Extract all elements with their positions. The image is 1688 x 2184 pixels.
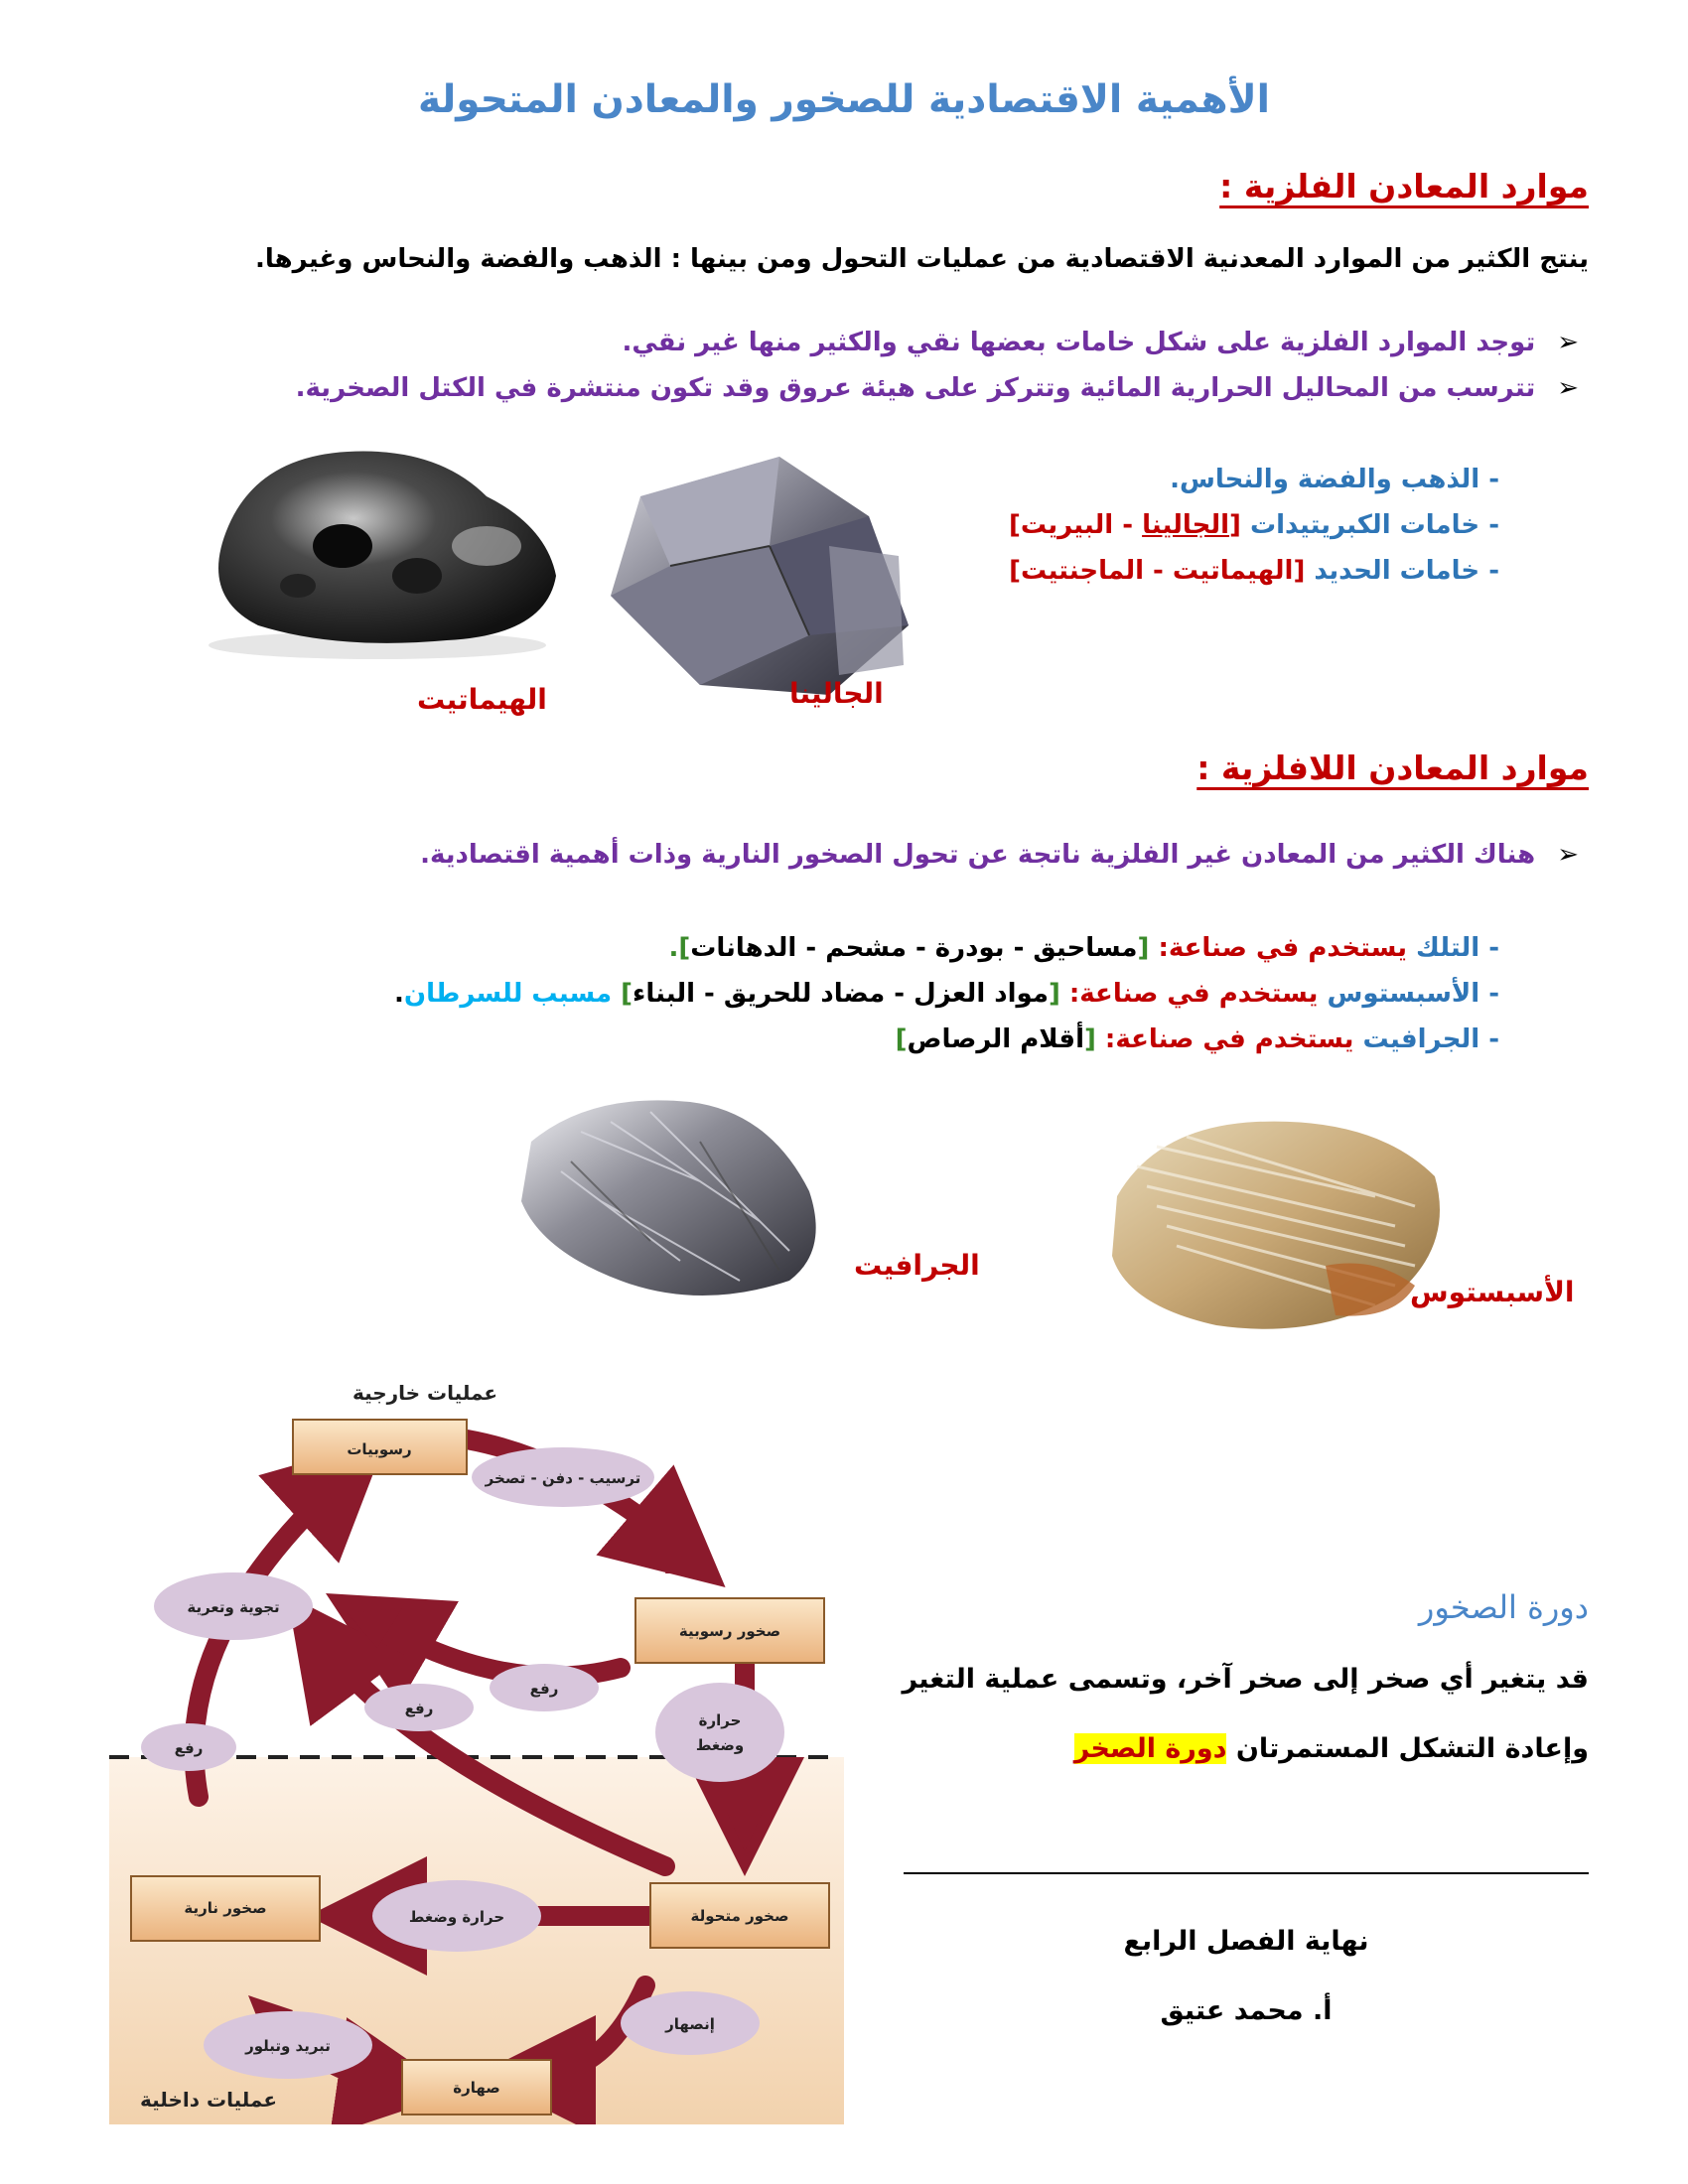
label-magma: صهارة [453, 2079, 500, 2097]
label-igneous-rocks: صخور نارية [184, 1899, 267, 1917]
bracket: [ [1229, 510, 1241, 540]
cancer-warning: مسبب للسرطان [403, 979, 622, 1009]
graphite-image [501, 1082, 829, 1310]
bullet-text: تترسب من المحاليل الحرارية المائية وتتركز على هيئة عروق وقد تكون منتشرة في الكتل الصخرية. [295, 373, 1536, 403]
item-ores: - البيريت] [1008, 510, 1143, 540]
bullet-text: توجد الموارد الفلزية على شكل خامات بعضها نقي والكثير منها غير نقي. [622, 328, 1536, 357]
internal-processes-label: عمليات داخلية [140, 2088, 277, 2112]
asbestos-item [394, 979, 1499, 1009]
caption-galena: الجالينا [789, 677, 884, 710]
chapter-end: نهاية الفصل الرابع [1123, 1926, 1369, 1957]
arrow-bullet-icon: ➢ [1557, 328, 1579, 357]
mineral-name: - التلك [1416, 933, 1499, 963]
label-sediments: رسوبيات [347, 1440, 412, 1458]
bracket: ]. [668, 933, 691, 963]
rock-cycle-line-1: قد يتغير أي صخر إلى صخر آخر، وتسمى عملية التغير [902, 1664, 1589, 1695]
footer-divider [904, 1872, 1589, 1874]
nonmetallic-heading: موارد المعادن اللافلزية : [1196, 749, 1589, 787]
label-uplift-2: رفع [404, 1700, 434, 1717]
page-title: الأهمية الاقتصادية للصخور والمعادن المتحولة [417, 77, 1271, 122]
author-name: أ. محمد عتيق [1160, 1995, 1333, 2026]
label-deposition: ترسيب - دفن - تصخر [485, 1469, 641, 1487]
metallic-heading: موارد المعادن الفلزية : [1219, 167, 1589, 205]
galena-image [581, 437, 923, 705]
label-metamorphic-rocks: صخور متحولة [690, 1907, 789, 1925]
talc-item [668, 933, 1499, 963]
label-uplift-1: رفع [174, 1739, 204, 1757]
metallic-item-3 [1009, 556, 1499, 586]
rock-cycle-heading: دورة الصخور [1418, 1588, 1589, 1626]
mineral-name: - الأسبستوس [1327, 979, 1499, 1009]
label-uplift-3: رفع [529, 1680, 559, 1698]
highlighted-term: دورة الصخر [1073, 1733, 1227, 1764]
metallic-intro: ينتج الكثير من الموارد المعدنية الاقتصادية من عمليات التحول ومن بينها : الذهب والفضة والنحاس وغيرها. [255, 244, 1589, 274]
hematite-image [189, 437, 566, 665]
arrow-bullet-icon: ➢ [1557, 840, 1579, 870]
caption-graphite: الجرافيت [854, 1249, 980, 1282]
label-heat-1: حرارة [698, 1711, 742, 1729]
item-ores: [الهيماتيت - الماجنتيت] [1009, 556, 1306, 586]
metallic-bullet-1 [622, 328, 1579, 357]
metallic-item-1: - الذهب والفضة والنحاس. [1170, 465, 1499, 494]
rock-cycle-line-2 [1074, 1733, 1589, 1764]
metallic-item-2 [1009, 510, 1499, 540]
caption-hematite: الهيماتيت [417, 683, 547, 716]
line-text: وإعادة التشكل المستمرتان [1226, 1733, 1589, 1764]
uses-list: مساحيق - بودرة - مشحم - الدهانات [690, 933, 1138, 963]
item-label: - خامات الكبريتيدات [1240, 510, 1499, 540]
asbestos-image [1097, 1107, 1460, 1345]
uses-label: يستخدم في صناعة: [1095, 1024, 1363, 1054]
label-weathering: تجوية وتعرية [187, 1598, 280, 1616]
bracket: [ [1083, 1024, 1096, 1054]
graphite-item [896, 1024, 1499, 1054]
metallic-bullet-2 [296, 373, 1579, 403]
arrow-bullet-icon: ➢ [1557, 373, 1579, 403]
bullet-text: هناك الكثير من المعادن غير الفلزية ناتجة عن تحول الصخور النارية وذات أهمية اقتصادية. [420, 840, 1536, 870]
label-melting: إنصهار [665, 2015, 715, 2033]
galena-link: الجالينا [1142, 510, 1230, 540]
bracket: ] [621, 979, 633, 1009]
nonmetallic-bullet [420, 840, 1579, 870]
uses-list: أقلام الرصاص [907, 1024, 1084, 1054]
uses-list: مواد العزل - مضاد للحريق - البناء [633, 979, 1049, 1009]
bracket: [ [1137, 933, 1150, 963]
uses-label: يستخدم في صناعة: [1059, 979, 1328, 1009]
caption-asbestos: الأسبستوس [1410, 1276, 1575, 1308]
uses-label: يستخدم في صناعة: [1149, 933, 1417, 963]
bracket: [ [1048, 979, 1060, 1009]
label-heat-pressure: حرارة وضغط [408, 1908, 505, 1926]
bracket: ] [895, 1024, 908, 1054]
period: . [394, 979, 404, 1009]
label-sedimentary-rocks: صخور رسوبية [678, 1622, 781, 1640]
label-pressure-1: وضغط [695, 1736, 745, 1754]
external-processes-label: عمليات خارجية [352, 1381, 498, 1405]
rock-cycle-diagram [109, 1360, 844, 2124]
label-cooling: تبريد وتبلور [245, 2037, 331, 2055]
mineral-name: - الجرافيت [1362, 1024, 1499, 1054]
item-label: - خامات الحديد [1305, 556, 1499, 586]
